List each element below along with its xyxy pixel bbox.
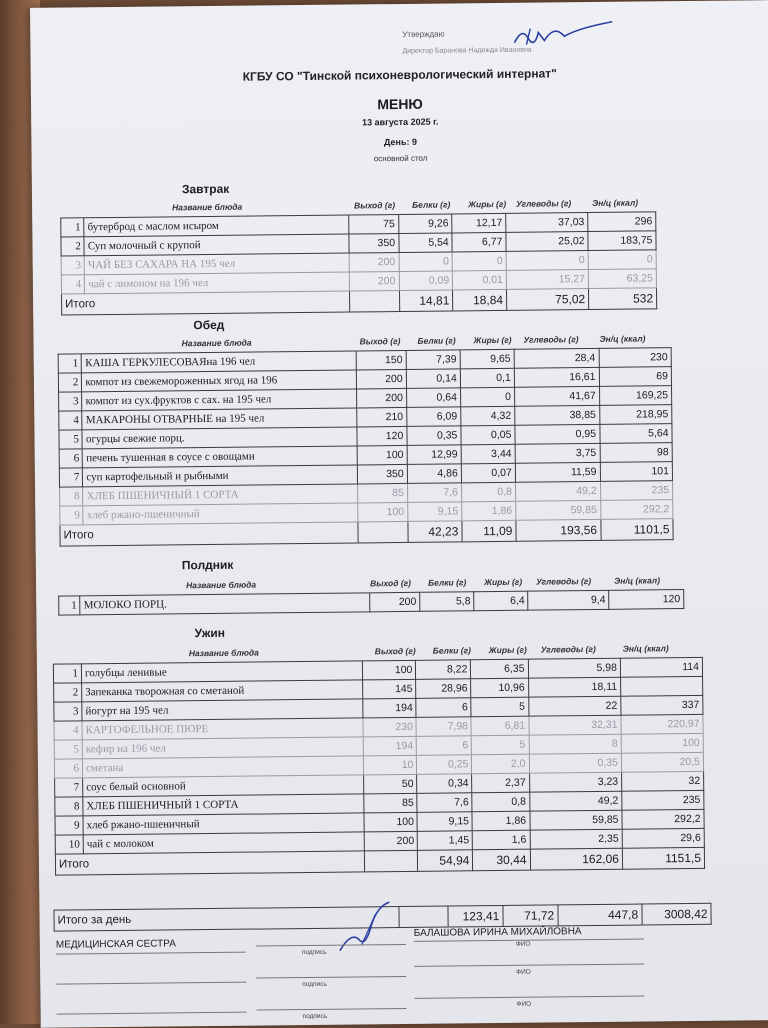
row-number: 8 <box>60 487 84 506</box>
dish-yield: 194 <box>363 698 416 718</box>
row-number: 2 <box>58 373 82 392</box>
col-fat: Жиры (г) <box>468 198 507 210</box>
dish-yield: 210 <box>357 407 407 427</box>
role-line-2 <box>56 982 246 985</box>
dish-protein: 7,98 <box>416 717 471 737</box>
dish-fat: 5 <box>472 735 529 755</box>
total-fat: 18,84 <box>453 289 507 311</box>
dinner-table <box>53 657 705 876</box>
name-line-2 <box>414 963 644 966</box>
fio-caption: ФИО <box>515 940 531 948</box>
row-number: 1 <box>58 354 82 373</box>
row-number: 1 <box>59 596 81 615</box>
dish-protein: 4,86 <box>407 464 461 484</box>
organization-name: КГБУ СО "Тинской психоневрологический интернат" <box>242 66 557 84</box>
dish-name: хлеб ржано-пшеничный <box>83 503 358 525</box>
nurse-role: МЕДИЦИНСКАЯ СЕСТРА <box>55 938 176 951</box>
role-line-3 <box>57 1012 247 1015</box>
dish-carbs: 0 <box>506 251 588 271</box>
dish-fat: 1,86 <box>462 501 516 521</box>
day-total-yield <box>399 906 448 928</box>
dish-energy: 337 <box>621 695 703 715</box>
dish-carbs: 8 <box>529 734 622 754</box>
col-fat: Жиры (г) <box>473 334 512 346</box>
dish-fat: 0,8 <box>472 792 529 812</box>
dish-fat: 6,35 <box>471 659 528 679</box>
row-number: 2 <box>54 683 82 702</box>
dish-fat: 0,8 <box>461 482 515 502</box>
dish-yield: 75 <box>349 215 399 235</box>
total-protein: 54,94 <box>418 850 473 872</box>
dish-name: МАКАРОНЫ ОТВАРНЫЕ на 195 чел <box>82 408 357 430</box>
col-name: Название блюда <box>172 201 243 213</box>
dish-fat: 0,05 <box>461 425 515 445</box>
dish-carbs: 49,2 <box>515 481 600 501</box>
total-label: Итого <box>55 851 365 875</box>
dish-carbs: 0,95 <box>515 424 600 444</box>
dish-yield: 230 <box>363 717 416 737</box>
total-yield <box>349 291 399 313</box>
director-signature <box>508 18 618 51</box>
dish-yield: 50 <box>364 774 417 794</box>
dish-carbs: 59,85 <box>516 500 601 520</box>
dish-protein: 6 <box>416 698 471 718</box>
dish-name: кефир на 196 чел <box>82 737 364 759</box>
dish-fat: 3,44 <box>461 444 515 464</box>
dish-fat: 5 <box>471 697 528 717</box>
section-title-dinner: Ужин <box>194 625 226 641</box>
dish-energy: 292,2 <box>622 809 704 829</box>
dish-protein: 12,99 <box>407 445 461 465</box>
col-energy: Эн/ц (ккал) <box>613 575 661 586</box>
dish-energy: 100 <box>621 733 703 753</box>
dish-name: МОЛОКО ПОРЦ. <box>80 593 370 615</box>
row-number: 1 <box>61 218 85 237</box>
dish-name: Суп молочный с крупой <box>84 234 349 256</box>
dish-fat: 10,96 <box>471 678 528 698</box>
dish-energy: 114 <box>620 657 702 677</box>
dish-carbs: 32,31 <box>528 715 621 735</box>
dish-protein: 0,35 <box>407 426 461 446</box>
dish-energy: 29,6 <box>622 828 704 848</box>
dish-energy: 296 <box>588 212 656 232</box>
table-row <box>59 590 684 616</box>
dish-carbs: 3,23 <box>529 772 622 792</box>
section-title-snack: Полдник <box>181 557 234 573</box>
dish-energy: 235 <box>600 481 673 501</box>
dish-fat: 6,81 <box>471 716 528 736</box>
col-fat: Жиры (г) <box>484 576 523 588</box>
dish-name: хлеб ржано-пшеничный <box>83 813 365 835</box>
nurse-signature <box>335 900 396 957</box>
row-number: 2 <box>61 237 85 256</box>
dish-name: суп картофельный и рыбными <box>83 465 358 487</box>
col-carbs: Углеводы (г) <box>523 334 579 345</box>
signature-line-2 <box>256 976 406 979</box>
dish-fat: 2,0 <box>472 754 529 774</box>
dish-carbs: 38,85 <box>515 405 600 425</box>
col-yield: Выход (г) <box>354 200 396 211</box>
dish-yield: 200 <box>356 369 406 389</box>
total-yield <box>358 521 408 543</box>
dish-energy: 20,5 <box>621 752 703 772</box>
dish-protein: 7,39 <box>406 350 460 370</box>
row-number: 10 <box>55 835 83 854</box>
total-carbs: 193,56 <box>516 519 601 541</box>
col-protein: Белки (г) <box>412 199 451 210</box>
day-total-label: Итого за день <box>54 907 399 932</box>
dish-fat: 0,01 <box>453 270 507 290</box>
total-protein: 14,81 <box>399 290 453 312</box>
dish-yield: 200 <box>365 831 418 851</box>
dish-fat: 12,17 <box>452 213 506 233</box>
dish-carbs: 18,11 <box>528 677 621 697</box>
dish-protein: 28,96 <box>416 679 471 699</box>
row-number: 3 <box>54 702 82 721</box>
dish-protein: 8,22 <box>416 660 471 680</box>
dish-energy: 98 <box>600 443 673 463</box>
dish-name: соус белый основной <box>83 775 365 797</box>
dish-protein: 0,25 <box>417 755 472 775</box>
dish-energy: 169,25 <box>599 386 672 406</box>
dish-name: огурцы свежие порц. <box>82 427 357 449</box>
col-name: Название блюда <box>188 647 259 659</box>
dish-name: компот из сух.фруктов с сах. на 195 чел <box>82 389 357 411</box>
dish-carbs: 22 <box>528 696 621 716</box>
total-energy: 532 <box>589 288 657 310</box>
dish-energy: 63,25 <box>588 269 656 289</box>
dish-yield: 200 <box>370 592 420 612</box>
col-energy: Эн/ц (ккал) <box>622 643 669 654</box>
approve-director: Директор Баранова Надежда Ивановна <box>402 46 532 55</box>
dish-energy: 0 <box>588 250 656 270</box>
col-yield: Выход (г) <box>370 577 412 589</box>
dish-fat: 2,37 <box>472 773 529 793</box>
day-total-energy: 3008,42 <box>642 903 712 925</box>
dish-carbs: 25,02 <box>506 232 588 252</box>
dish-yield: 100 <box>357 445 407 465</box>
menu-date: 13 августа 2025 г. <box>361 116 439 128</box>
dish-yield: 350 <box>349 234 399 254</box>
dish-carbs: 3,75 <box>515 443 600 463</box>
col-name: Название блюда <box>181 337 252 349</box>
table-kind: основной стол <box>373 153 428 164</box>
total-fat: 11,09 <box>462 520 516 542</box>
day-total-protein: 123,41 <box>448 905 503 927</box>
dish-yield: 200 <box>356 388 406 408</box>
dish-energy: 101 <box>600 462 673 482</box>
dish-energy: 69 <box>599 367 672 387</box>
dish-yield: 100 <box>363 660 416 680</box>
total-energy: 1101,5 <box>600 519 673 541</box>
dish-energy: 292,2 <box>600 500 673 520</box>
row-number: 1 <box>53 664 81 683</box>
row-number: 6 <box>59 449 83 468</box>
dish-yield: 100 <box>364 812 417 832</box>
row-number: 3 <box>59 392 83 411</box>
row-number: 6 <box>54 759 82 778</box>
role-line <box>56 952 246 955</box>
dish-fat: 4,32 <box>461 406 515 426</box>
col-carbs: Углеводы (г) <box>536 576 592 587</box>
dish-name: сметана <box>82 756 364 778</box>
dish-yield: 10 <box>364 755 417 775</box>
dish-name: КАША ГЕРКУЛЕСОВАЯна 196 чел <box>82 351 357 373</box>
dish-protein: 0,14 <box>406 369 460 389</box>
breakfast-header <box>32 196 768 216</box>
dish-energy: 230 <box>599 348 672 368</box>
dish-protein: 7,6 <box>407 483 461 503</box>
name-line-3 <box>414 995 644 998</box>
col-energy: Эн/ц (ккал) <box>599 333 646 344</box>
dish-protein: 5,54 <box>398 233 452 253</box>
row-number: 9 <box>60 506 84 525</box>
dish-fat: 0,1 <box>460 368 514 388</box>
dish-carbs: 11,59 <box>515 462 600 482</box>
col-name: Название блюда <box>186 579 257 591</box>
row-number: 7 <box>59 468 83 487</box>
menu-day: День: 9 <box>383 136 417 148</box>
dish-fat: 6,77 <box>452 232 506 252</box>
row-number: 5 <box>54 740 82 759</box>
fio-caption-2: ФИО <box>516 968 531 976</box>
dish-energy: 218,95 <box>599 405 672 425</box>
dish-protein: 1,45 <box>418 831 473 851</box>
dish-energy: 220,97 <box>621 714 703 734</box>
dish-name: бутерброд с маслом исыром <box>84 215 349 237</box>
dish-carbs: 15,27 <box>506 270 588 290</box>
signature-caption: подпись <box>301 948 327 957</box>
day-total-fat: 71,72 <box>503 905 558 927</box>
row-number: 5 <box>59 430 83 449</box>
signature-caption-2: подпись <box>302 980 327 989</box>
dish-protein: 5,8 <box>420 592 474 612</box>
dish-carbs: 59,85 <box>529 810 622 830</box>
section-title-breakfast: Завтрак <box>181 181 230 197</box>
signature-line-3 <box>257 1008 407 1011</box>
col-carbs: Углеводы (г) <box>516 198 572 209</box>
col-protein: Белки (г) <box>417 335 456 346</box>
dish-energy <box>620 676 702 696</box>
dish-protein: 9,15 <box>408 502 462 522</box>
dish-name: йогурт на 195 чел <box>82 699 364 721</box>
dish-carbs: 37,03 <box>506 213 588 233</box>
dish-name: компот из свежемороженных ягод на 196 <box>82 370 357 392</box>
snack-table <box>58 589 684 616</box>
dish-carbs: 28,4 <box>514 348 599 368</box>
dish-yield: 194 <box>364 736 417 756</box>
dish-energy: 32 <box>621 771 703 791</box>
dish-energy: 120 <box>609 590 684 610</box>
dish-protein: 0,34 <box>417 774 472 794</box>
dish-protein: 7,6 <box>417 793 472 813</box>
dish-carbs: 49,2 <box>529 791 622 811</box>
dish-protein: 6 <box>417 736 472 756</box>
col-fat: Жиры (г) <box>488 644 527 656</box>
dish-name: голубцы ленивые <box>81 661 363 683</box>
dish-name: ЧАЙ БЕЗ САХАРА НА 195 чел <box>84 253 349 275</box>
dish-name: КАРТОФЕЛЬНОЕ ПЮРЕ <box>82 718 364 740</box>
dish-fat: 9,65 <box>460 349 514 369</box>
dish-yield: 350 <box>357 464 407 484</box>
row-number: 8 <box>55 797 83 816</box>
dish-carbs: 0,35 <box>529 753 622 773</box>
dish-fat: 0,07 <box>461 463 515 483</box>
dish-yield: 150 <box>356 350 406 370</box>
section-title-lunch: Обед <box>193 317 225 333</box>
dish-yield: 85 <box>364 793 417 813</box>
dish-name: печень тушенная в соусе с овощами <box>83 446 358 468</box>
dish-fat: 1,6 <box>473 830 530 850</box>
dish-protein: 0 <box>399 252 453 272</box>
row-number: 4 <box>54 721 82 740</box>
row-number: 4 <box>59 411 83 430</box>
dish-energy: 235 <box>622 790 704 810</box>
fio-caption-3: ФИО <box>516 1000 532 1008</box>
dish-yield: 100 <box>358 502 408 522</box>
col-carbs: Углеводы (г) <box>540 643 596 655</box>
dish-yield: 120 <box>357 426 407 446</box>
dish-energy: 183,75 <box>588 231 656 251</box>
row-number: 7 <box>55 778 83 797</box>
signature-caption-3: подпись <box>302 1012 328 1021</box>
row-number: 9 <box>55 816 83 835</box>
row-number: 4 <box>61 275 85 294</box>
dish-yield: 200 <box>349 272 399 292</box>
dish-protein: 0,09 <box>399 271 453 291</box>
day-total-carbs: 447,8 <box>558 904 642 926</box>
dish-name: ХЛЕБ ПШЕНИЧНЫЙ 1 СОРТА <box>83 794 365 816</box>
col-yield: Выход (г) <box>359 336 401 347</box>
dish-fat: 1,86 <box>472 811 529 831</box>
dish-yield: 145 <box>363 679 416 699</box>
col-protein: Белки (г) <box>432 645 472 656</box>
dish-carbs: 9,4 <box>528 590 609 610</box>
lunch-table <box>58 347 674 546</box>
dish-carbs: 41,67 <box>514 386 599 406</box>
approve-label: Утверждаю <box>402 29 445 39</box>
total-yield <box>365 850 418 872</box>
dish-fat: 0 <box>460 387 514 407</box>
dish-protein: 6,09 <box>407 407 461 427</box>
dish-fat: 0 <box>452 251 506 271</box>
dish-carbs: 16,61 <box>514 367 599 387</box>
total-carbs: 75,02 <box>506 289 588 311</box>
dish-yield: 200 <box>349 253 399 273</box>
total-energy: 1151,5 <box>622 847 704 869</box>
total-label: Итого <box>60 522 358 546</box>
dish-carbs: 2,35 <box>530 829 623 849</box>
dish-name: чай с лимоном на 196 чел <box>85 272 350 294</box>
col-yield: Выход (г) <box>374 645 416 657</box>
breakfast-table <box>60 211 657 315</box>
dish-yield: 85 <box>357 483 407 503</box>
dish-protein: 9,26 <box>398 214 452 234</box>
dish-protein: 9,15 <box>417 812 472 832</box>
total-fat: 30,44 <box>473 849 530 871</box>
row-number: 3 <box>61 256 85 275</box>
dish-carbs: 5,98 <box>528 658 621 678</box>
total-label: Итого <box>62 291 350 315</box>
total-protein: 42,23 <box>408 521 462 543</box>
dish-name: ХЛЕБ ПШЕНИЧНЫЙ 1 СОРТА <box>83 484 358 506</box>
page-title: МЕНЮ <box>377 95 423 113</box>
total-carbs: 162,06 <box>530 848 623 870</box>
menu-document <box>30 0 768 1028</box>
dish-protein: 0,64 <box>406 388 460 408</box>
dish-energy: 5,64 <box>599 424 672 444</box>
dish-name: чай с молоком <box>83 832 365 854</box>
col-energy: Эн/ц (ккал) <box>592 197 639 208</box>
dish-name: Запеканка творожная со сметаной <box>82 680 364 702</box>
dish-fat: 6,4 <box>474 591 528 611</box>
col-protein: Белки (г) <box>428 577 467 588</box>
nurse-name: БАЛАШОВА ИРИНА МИХАЙЛОВНА <box>413 926 582 939</box>
